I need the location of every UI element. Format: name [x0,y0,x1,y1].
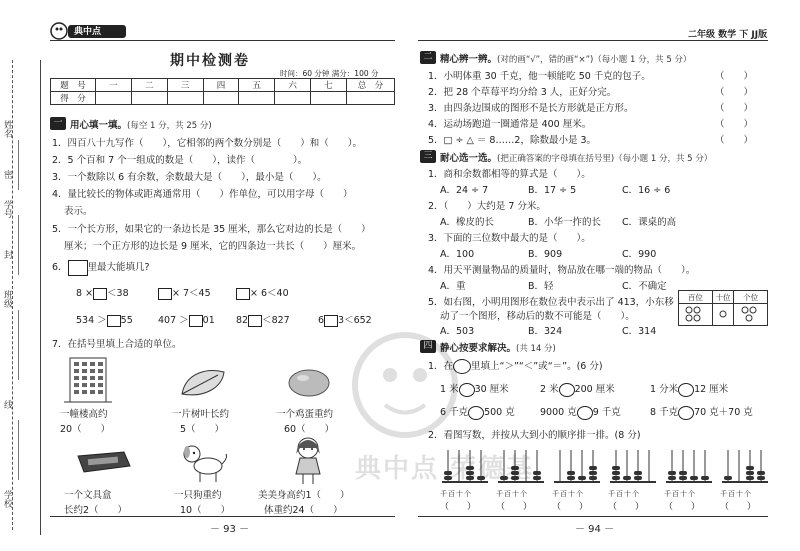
choice-3-b[interactable]: B．909 [528,249,563,260]
choice-4-c[interactable]: C．不确定 [622,281,667,292]
margin-label-id: 学号 [2,200,12,218]
page-number-right: － 94 － [575,524,615,535]
compare-circle[interactable] [468,406,484,420]
abacus-bead [612,476,620,480]
abacus-bead [567,476,575,480]
compare-circle[interactable] [678,406,694,420]
q6-item-1: 8 × ＜38 [76,288,129,299]
answer-box[interactable] [107,315,121,327]
item-pencil-case-label: 一个文具盒 [64,490,112,501]
grade-label: 二年级 数学 下 JJ版 [688,30,768,40]
answer-box[interactable] [248,315,262,327]
score-table: 题 号 一 二 三 四 五 六 七 总 分 得 分 [50,78,395,105]
judge-4: 4．运动场跑道一圈通常是 400 厘米。 [428,119,592,130]
margin-label-seal: 封 [2,250,12,259]
abacus-drawing [720,446,770,486]
judge-4-answer[interactable]: （ ） [715,119,754,130]
choice-5-b[interactable]: B．324 [528,326,563,337]
choice-4-a[interactable]: A．重 [440,281,466,292]
item-leaf-answer: 5（ ） [180,424,225,435]
abacus-bead [668,476,676,480]
choice-1-question: 1．商和余数都相等的算式是（ ）。 [428,169,591,180]
section-1-heading: 用心填一填。(每空 1 分，共 25 分) [70,120,212,131]
answer-box[interactable] [158,288,172,300]
abacus-bead [757,471,765,475]
q6-item-6: 82 ＜827 [236,315,290,326]
abacus-place-label: 千百十个 [552,490,584,498]
abacus-bead [612,466,620,470]
q6-item-5: 407 ＞ 01 [158,315,215,326]
watermark-text: 典中点 荣德基 [355,454,535,484]
pencil-case-icon [72,448,134,478]
choice-2-c[interactable]: C．课桌的高 [622,217,677,228]
abacus-question: 2．看图写数，并按从大到小的顺序排一排。(8 分) [428,430,641,441]
margin-label-secret: 密 [2,170,12,179]
question-7: 7．在括号里填上合适的单位。 [52,339,182,350]
section-badge-2: 二 [420,51,436,64]
dog-icon [180,440,230,484]
section-badge-3: 三 [420,150,436,163]
compare-circle[interactable] [459,383,475,397]
place-value-table: 百位 十位 个位 [678,290,768,326]
item-egg-label: 一个鸡蛋重约 [276,409,334,420]
q6-item-3: × 6＜40 [236,285,289,300]
abacus-bead [623,476,631,480]
item-dog-label: 一只狗重约 [174,490,222,501]
section-3-heading: 耐心选一选。(把正确答案的字母填在括号里)（每小题 1 分，共 5 分） [440,153,713,164]
answer-box[interactable] [324,315,338,327]
abacus-bead [578,476,586,480]
choice-3-a[interactable]: A．100 [440,249,475,260]
answer-box[interactable] [189,315,203,327]
judge-2-answer[interactable]: （ ） [715,87,754,98]
item-leaf-label: 一片树叶长约 [172,409,230,420]
section-badge-1: 一 [50,117,66,130]
abacus-bead [634,476,642,480]
abacus-answer-blank[interactable]: （ ） [440,502,477,512]
choice-5-question-cont: 动了一个图形，移动后的数不可能是（ ）。 [440,311,635,322]
q6-item-7: 6 3＜652 [318,315,372,326]
choice-5-c[interactable]: C．314 [622,326,657,337]
choice-2-question: 2．（ ）大约是 7 分米。 [428,201,546,212]
choice-5-a[interactable]: A．503 [440,326,475,337]
judge-3-answer[interactable]: （ ） [715,103,754,114]
abacus-bead [746,471,754,475]
q6-item-4: 534 ＞ 55 [76,315,133,326]
abacus-bead [589,466,597,470]
page-number-left: － 93 － [210,524,250,535]
abacus-bead [589,476,597,480]
judge-5-answer[interactable]: （ ） [715,135,754,146]
choice-3-c[interactable]: C．990 [622,249,657,260]
item-building-answer: 20（ ） [60,424,111,435]
question-3: 3．一个数除以 6 有余数，余数最大是（ ），最小是（ ）。 [52,172,327,183]
abacus-answer-blank[interactable]: （ ） [552,502,589,512]
exam-meta: 时间：60 分钟 满分：100 分 [280,69,379,78]
egg-icon [286,368,332,398]
abacus-bead [679,476,687,480]
choice-4-question: 4．用天平测量物品的质量时，物品放在哪一端的物品（ ）。 [428,265,696,276]
question-4: 4．量比较长的物体或距离通常用（ ）作单位，可以用字母（ ） [52,189,353,200]
margin-label-line: 线 [2,400,12,409]
abacus-bead [746,466,754,470]
abacus-bead [589,471,597,475]
compare-5: 9000 克 9 千克 [540,407,621,418]
item-building-label: 一幢楼高约 [60,409,108,420]
abacus-bead [757,476,765,480]
item-dog-answer: 10（ ） [180,505,231,516]
question-1: 1．四百八十九写作（ ），它相邻的两个数分别是（ ）和（ ）。 [52,138,363,149]
compare-circle[interactable] [577,406,593,420]
margin-label-class: 班级 [2,290,12,308]
question-5-cont: 厘米；一个正方形的边长是 9 厘米，它的四条边一共长（ ）厘米。 [64,241,362,252]
abacus-answer-blank[interactable]: （ ） [608,502,645,512]
choice-1-c[interactable]: C．16 ÷ 6 [622,185,671,196]
page-title: 期中检测卷 [170,53,250,69]
judge-5: 5．□ ÷ △ ＝ 8……2，除数最小是 3。 [428,135,597,146]
compare-circle[interactable] [559,383,575,397]
compare-circle[interactable] [678,383,694,397]
compare-3: 1 分米 12 厘米 [650,384,729,395]
judge-3: 3．由四条边围成的图形不是长方形就是正方形。 [428,103,634,114]
abacus-bead [634,471,642,475]
abacus-bead [724,476,732,480]
answer-box[interactable] [93,288,107,300]
q6-item-2: × 7＜45 [158,285,211,300]
abacus-place-label: 千百十个 [664,490,696,498]
abacus-bead [567,471,575,475]
abacus-bead [612,471,620,475]
abacus-bead [668,471,676,475]
abacus-bead [746,476,754,480]
question-5: 5．一个长方形，如果它的一条边长是 35 厘米，那么它对边的长是（ ） [52,224,371,235]
abacus-bead [533,471,541,475]
abacus-drawing [608,446,658,486]
abacus-bead [701,476,709,480]
answer-box[interactable] [236,288,250,300]
item-girl-weight: 体重约24（ ） [264,505,343,516]
choice-5-question: 5．如右图，小明用图形在数位表中表示出了 413，小东移 [428,297,674,308]
section-badge-4: 四 [420,340,436,353]
abacus-bead [533,476,541,480]
question-4-cont: 表示。 [64,206,93,217]
item-egg-answer: 60（ ） [284,424,335,435]
abacus-bead [679,471,687,475]
margin-rule [40,60,41,535]
abacus-place-label: 千百十个 [496,490,528,498]
choice-3-question: 3．下面的三位数中最大的是（ ）。 [428,233,591,244]
building-icon [62,356,114,404]
section-4-heading: 静心按要求解决。(共 14 分) [440,343,556,354]
logo [50,22,128,40]
abacus-answer-blank[interactable]: （ ） [496,502,533,512]
judge-2: 2．把 28 个草莓平均分给 3 人，正好分完。 [428,87,617,98]
abacus-answer-blank[interactable]: （ ） [720,502,757,512]
compare-2: 2 米 200 厘米 [540,384,615,395]
abacus-figure [552,446,602,512]
choice-2-a[interactable]: A．橡皮的长 [440,217,494,228]
choice-4-b[interactable]: B．轻 [528,281,554,292]
abacus-drawing [552,446,602,486]
leaf-icon [178,366,228,400]
girl-icon [290,436,326,486]
abacus-figure [720,446,770,512]
compare-1: 1 米 30 厘米 [440,384,509,395]
abacus-place-label: 千百十个 [440,490,472,498]
margin-label-name: 姓名 [2,120,12,138]
compare-question: 1．在 里填上“＞”“＜”或“＝”。(6 分) [428,361,603,372]
abacus-place-label: 千百十个 [720,490,752,498]
choice-1-a[interactable]: A．24 ÷ 7 [440,185,489,196]
item-girl-height: 美美身高约1（ ） [258,490,350,501]
margin-label-school: 学校 [2,490,12,508]
choice-1-b[interactable]: B．17 ÷ 5 [528,185,577,196]
section-2-heading: 精心辨一辨。(对的画“√”，错的画“×”)（每小题 1 分，共 5 分） [440,54,692,65]
abacus-drawing [664,446,714,486]
compare-6: 8 千克 70 克＋70 克 [650,407,753,418]
abacus-bead [690,476,698,480]
logo-text: 典中点 [74,27,102,37]
item-pencil-case-answer: 长约2（ ） [64,505,128,516]
abacus-place-label: 千百十个 [608,490,640,498]
answer-box[interactable] [68,260,88,276]
abacus-figure [664,446,714,512]
question-2: 2．5 个百和 7 个一组成的数是（ ），读作（ ）。 [52,155,308,166]
choice-2-b[interactable]: B．小华一拃的长 [528,217,602,228]
question-6: 6． 里最大能填几? [52,259,150,276]
judge-1-answer[interactable]: （ ） [715,71,754,82]
abacus-figure [608,446,658,512]
compare-4: 6 千克 500 克 [440,407,515,418]
abacus-answer-blank[interactable]: （ ） [664,502,701,512]
judge-1: 1．小明体重 30 千克，他一顿能吃 50 千克的包子。 [428,71,651,82]
